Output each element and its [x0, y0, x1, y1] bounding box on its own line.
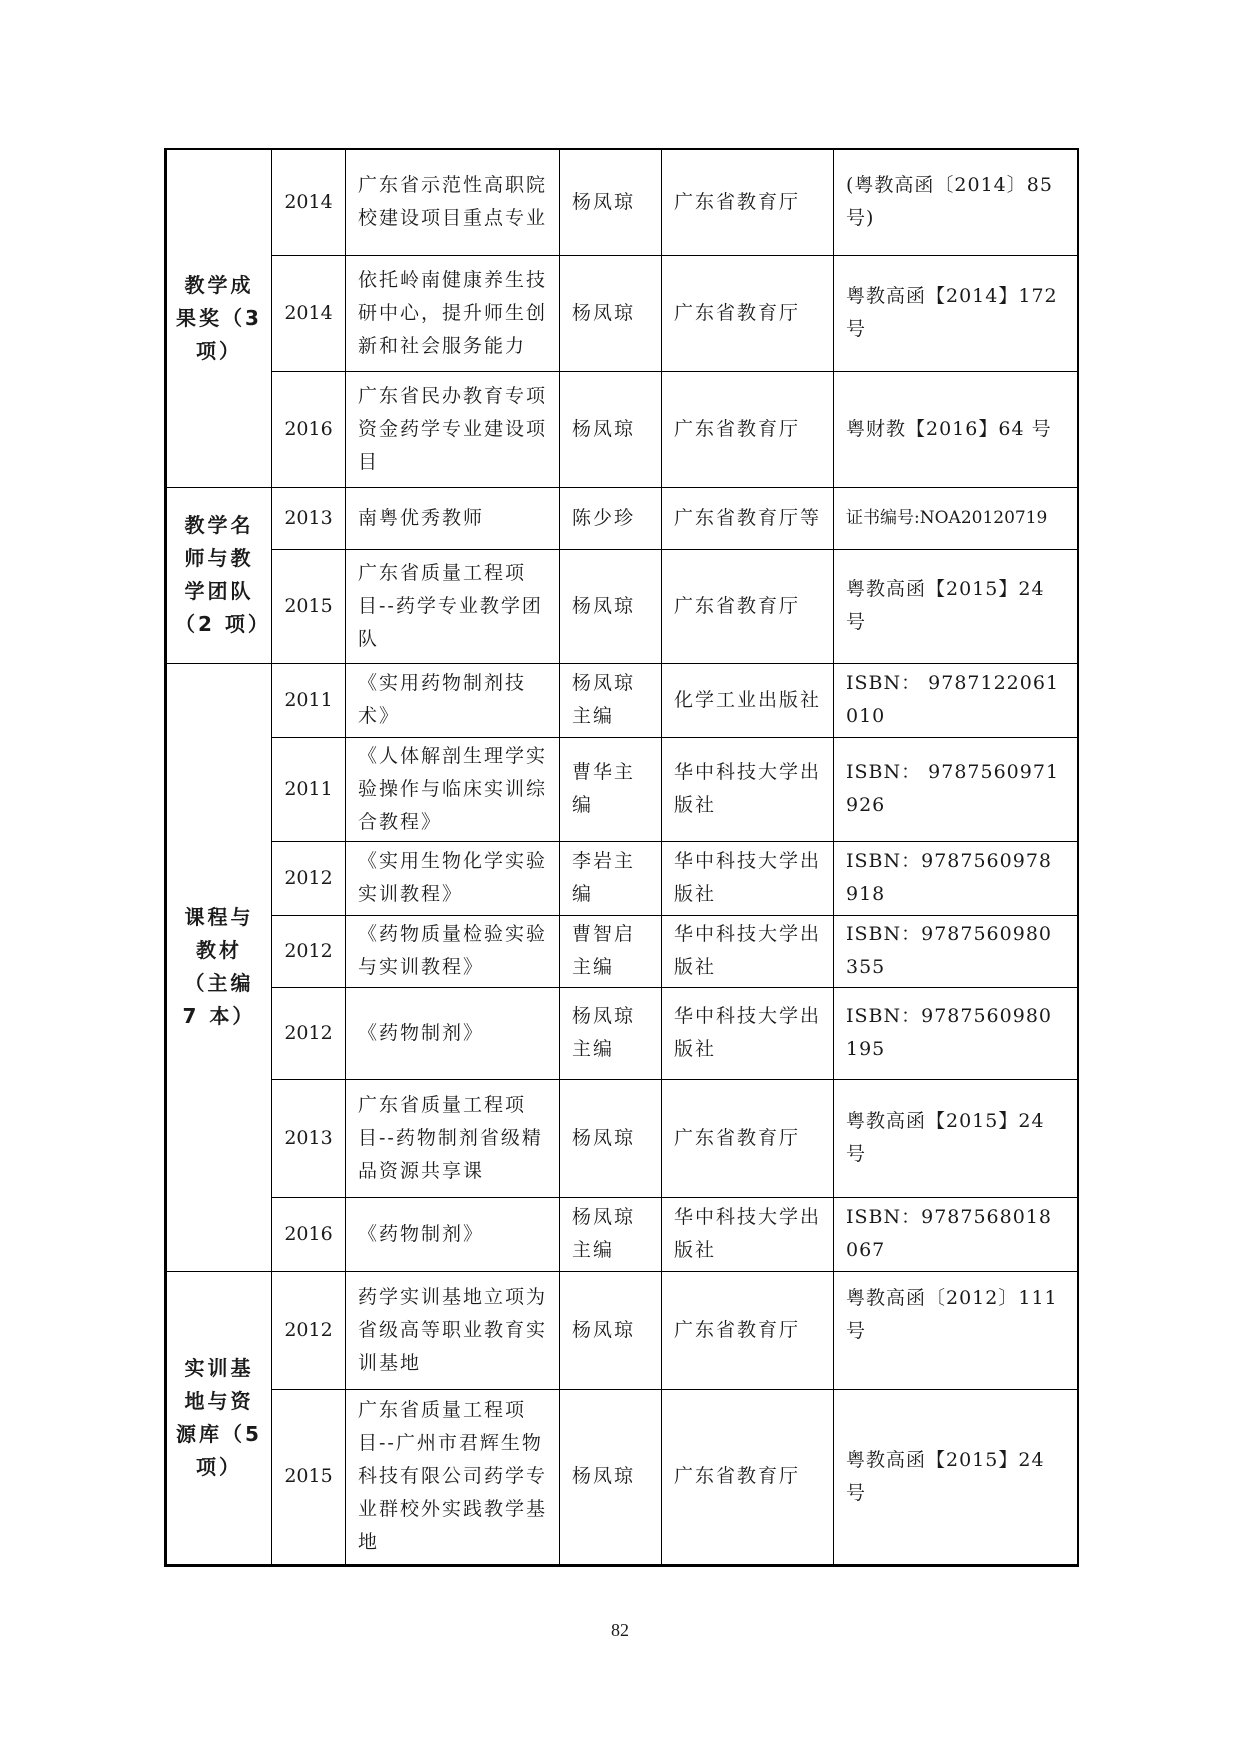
- project-cell: 《人体解剖生理学实验操作与临床实训综合教程》: [346, 737, 560, 841]
- issuer-cell: 华中科技大学出版社: [662, 737, 834, 841]
- document-number-cell: 粤教高函【2014】172 号: [834, 255, 1078, 371]
- document-number-cell: (粤教高函〔2014〕85 号): [834, 149, 1078, 255]
- person-cell: 杨凤琼主编: [560, 1197, 662, 1271]
- person-cell: 杨凤琼: [560, 1079, 662, 1197]
- person-cell: 杨凤琼: [560, 255, 662, 371]
- person-cell: 杨凤琼: [560, 371, 662, 487]
- document-number-cell: 证书编号:NOA20120719: [834, 487, 1078, 549]
- person-cell: 杨凤琼主编: [560, 663, 662, 737]
- project-cell: 广东省质量工程项目--药学专业教学团队: [346, 549, 560, 663]
- year-cell: 2012: [272, 915, 346, 987]
- project-cell: 依托岭南健康养生技研中心，提升师生创新和社会服务能力: [346, 255, 560, 371]
- year-cell: 2016: [272, 371, 346, 487]
- year-cell: 2014: [272, 149, 346, 255]
- person-cell: 杨凤琼主编: [560, 987, 662, 1079]
- person-cell: 曹华主编: [560, 737, 662, 841]
- person-cell: 陈少珍: [560, 487, 662, 549]
- table-row: [166, 1197, 1078, 1271]
- issuer-cell: 华中科技大学出版社: [662, 841, 834, 915]
- document-number-cell: 粤财教【2016】64 号: [834, 371, 1078, 487]
- table-row: [166, 987, 1078, 1079]
- project-cell: 南粤优秀教师: [346, 487, 560, 549]
- project-cell: 《药物制剂》: [346, 1197, 560, 1271]
- project-cell: 广东省质量工程项目--药物制剂省级精品资源共享课: [346, 1079, 560, 1197]
- achievements-table: [164, 148, 1079, 1567]
- table-row: [166, 663, 1078, 737]
- category-cell: 教学成果奖（3 项）: [166, 149, 272, 487]
- document-number-cell: ISBN：9787568018067: [834, 1197, 1078, 1271]
- person-cell: 李岩主编: [560, 841, 662, 915]
- issuer-cell: 华中科技大学出版社: [662, 987, 834, 1079]
- table-row: [166, 737, 1078, 841]
- year-cell: 2016: [272, 1197, 346, 1271]
- person-cell: 杨凤琼: [560, 1271, 662, 1389]
- document-number-cell: ISBN： 9787560971926: [834, 737, 1078, 841]
- project-cell: 《药物制剂》: [346, 987, 560, 1079]
- person-cell: 杨凤琼: [560, 149, 662, 255]
- document-number-cell: ISBN：9787560978918: [834, 841, 1078, 915]
- project-cell: 药学实训基地立项为省级高等职业教育实训基地: [346, 1271, 560, 1389]
- document-number-cell: ISBN：9787560980355: [834, 915, 1078, 987]
- category-cell: 课程与教材（主编 7 本）: [166, 663, 272, 1271]
- project-cell: 广东省质量工程项目--广州市君辉生物科技有限公司药学专业群校外实践教学基地: [346, 1389, 560, 1565]
- person-cell: 杨凤琼: [560, 549, 662, 663]
- issuer-cell: 广东省教育厅: [662, 549, 834, 663]
- document-number-cell: ISBN： 9787122061010: [834, 663, 1078, 737]
- project-cell: 广东省民办教育专项资金药学专业建设项目: [346, 371, 560, 487]
- year-cell: 2015: [272, 549, 346, 663]
- project-cell: 《实用生物化学实验实训教程》: [346, 841, 560, 915]
- table-row: [166, 549, 1078, 663]
- project-cell: 广东省示范性高职院校建设项目重点专业: [346, 149, 560, 255]
- project-cell: 《药物质量检验实验与实训教程》: [346, 915, 560, 987]
- year-cell: 2012: [272, 841, 346, 915]
- issuer-cell: 化学工业出版社: [662, 663, 834, 737]
- table-row: [166, 149, 1078, 255]
- table-row: [166, 1271, 1078, 1389]
- issuer-cell: 广东省教育厅: [662, 1271, 834, 1389]
- person-cell: 曹智启主编: [560, 915, 662, 987]
- year-cell: 2013: [272, 1079, 346, 1197]
- table-row: [166, 255, 1078, 371]
- year-cell: 2012: [272, 1271, 346, 1389]
- issuer-cell: 广东省教育厅: [662, 371, 834, 487]
- table-row: [166, 1389, 1078, 1565]
- table-row: [166, 371, 1078, 487]
- year-cell: 2012: [272, 987, 346, 1079]
- document-number-cell: 粤教高函【2015】24 号: [834, 549, 1078, 663]
- issuer-cell: 广东省教育厅: [662, 149, 834, 255]
- category-cell: 教学名师与教学团队（2 项）: [166, 487, 272, 663]
- document-number-cell: 粤教高函【2015】24 号: [834, 1079, 1078, 1197]
- page-number: 82: [611, 1620, 629, 1640]
- issuer-cell: 广东省教育厅: [662, 255, 834, 371]
- project-cell: 《实用药物制剂技术》: [346, 663, 560, 737]
- document-number-cell: 粤教高函〔2012〕111 号: [834, 1271, 1078, 1389]
- person-cell: 杨凤琼: [560, 1389, 662, 1565]
- issuer-cell: 华中科技大学出版社: [662, 1197, 834, 1271]
- table-row: [166, 841, 1078, 915]
- year-cell: 2014: [272, 255, 346, 371]
- document-number-cell: 粤教高函【2015】24 号: [834, 1389, 1078, 1565]
- year-cell: 2011: [272, 663, 346, 737]
- table-row: [166, 1079, 1078, 1197]
- year-cell: 2015: [272, 1389, 346, 1565]
- table-row: [166, 487, 1078, 549]
- year-cell: 2013: [272, 487, 346, 549]
- issuer-cell: 广东省教育厅: [662, 1389, 834, 1565]
- issuer-cell: 华中科技大学出版社: [662, 915, 834, 987]
- issuer-cell: 广东省教育厅等: [662, 487, 834, 549]
- year-cell: 2011: [272, 737, 346, 841]
- issuer-cell: 广东省教育厅: [662, 1079, 834, 1197]
- document-number-cell: ISBN：9787560980195: [834, 987, 1078, 1079]
- table-row: [166, 915, 1078, 987]
- category-cell: 实训基地与资源库（5 项）: [166, 1271, 272, 1565]
